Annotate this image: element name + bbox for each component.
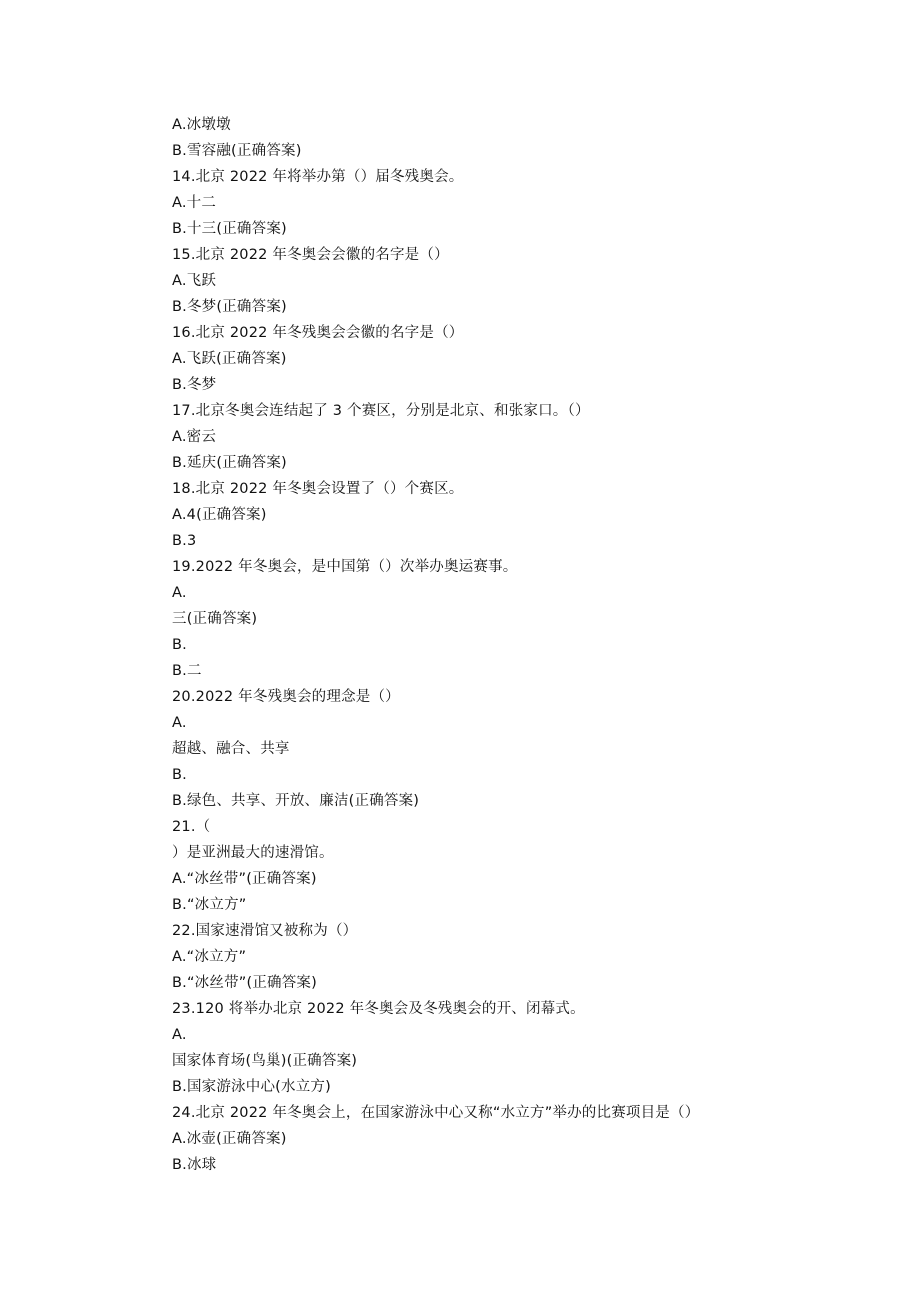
question-15: 15.北京 2022 年冬奥会会徽的名字是（）: [172, 247, 449, 263]
answer-option: A.飞跃: [172, 273, 217, 289]
answer-option: 国家体育场(鸟巢)(正确答案): [172, 1053, 358, 1069]
answer-option: B.3: [172, 533, 197, 549]
question-22: 22.国家速滑馆又被称为（）: [172, 923, 358, 939]
answer-option: B.雪容融(正确答案): [172, 143, 302, 159]
question-17: 17.北京冬奥会连结起了 3 个赛区，分别是北京、和张家口。（）: [172, 403, 590, 419]
question-24: 24.北京 2022 年冬奥会上，在国家游泳中心又称“水立方”举办的比赛项目是（）: [172, 1105, 700, 1121]
question-14: 14.北京 2022 年将举办第（）届冬残奥会。: [172, 169, 464, 185]
answer-option: B.“冰丝带”(正确答案): [172, 975, 317, 991]
answer-option: A.冰壶(正确答案): [172, 1131, 287, 1147]
answer-option: B.冰球: [172, 1157, 217, 1173]
answer-option: B.国家游泳中心(水立方): [172, 1079, 331, 1095]
question-16: 16.北京 2022 年冬残奥会会徽的名字是（）: [172, 325, 464, 341]
question-21-continued: ）是亚洲最大的速滑馆。: [172, 845, 334, 861]
answer-option: A.飞跃(正确答案): [172, 351, 287, 367]
answer-option: A.: [172, 585, 187, 601]
answer-option: B.“冰立方”: [172, 897, 247, 913]
question-23: 23.120 将举办北京 2022 年冬奥会及冬残奥会的开、闭幕式。: [172, 1001, 585, 1017]
answer-option: A.4(正确答案): [172, 507, 267, 523]
question-20: 20.2022 年冬残奥会的理念是（）: [172, 689, 400, 705]
answer-option: A.: [172, 1027, 187, 1043]
answer-option: A.冰墩墩: [172, 117, 231, 133]
answer-option: B.: [172, 637, 187, 653]
answer-option: B.冬梦(正确答案): [172, 299, 287, 315]
question-19: 19.2022 年冬奥会，是中国第（）次举办奥运赛事。: [172, 559, 518, 575]
answer-option: B.延庆(正确答案): [172, 455, 287, 471]
question-18: 18.北京 2022 年冬奥会设置了（）个赛区。: [172, 481, 464, 497]
answer-option: A.密云: [172, 429, 217, 445]
quiz-text-block: [172, 112, 872, 1178]
answer-option: A.“冰立方”: [172, 949, 247, 965]
answer-option: 超越、融合、共享: [172, 741, 290, 757]
answer-option: B.二: [172, 663, 202, 679]
answer-option: A.十二: [172, 195, 217, 211]
answer-option: B.: [172, 767, 187, 783]
answer-option: B.十三(正确答案): [172, 221, 287, 237]
answer-option: A.“冰丝带”(正确答案): [172, 871, 317, 887]
answer-option: B.绿色、共享、开放、廉洁(正确答案): [172, 793, 420, 809]
answer-option: B.冬梦: [172, 377, 217, 393]
answer-option: A.: [172, 715, 187, 731]
answer-option: 三(正确答案): [172, 611, 258, 627]
question-21: 21.（: [172, 819, 211, 835]
